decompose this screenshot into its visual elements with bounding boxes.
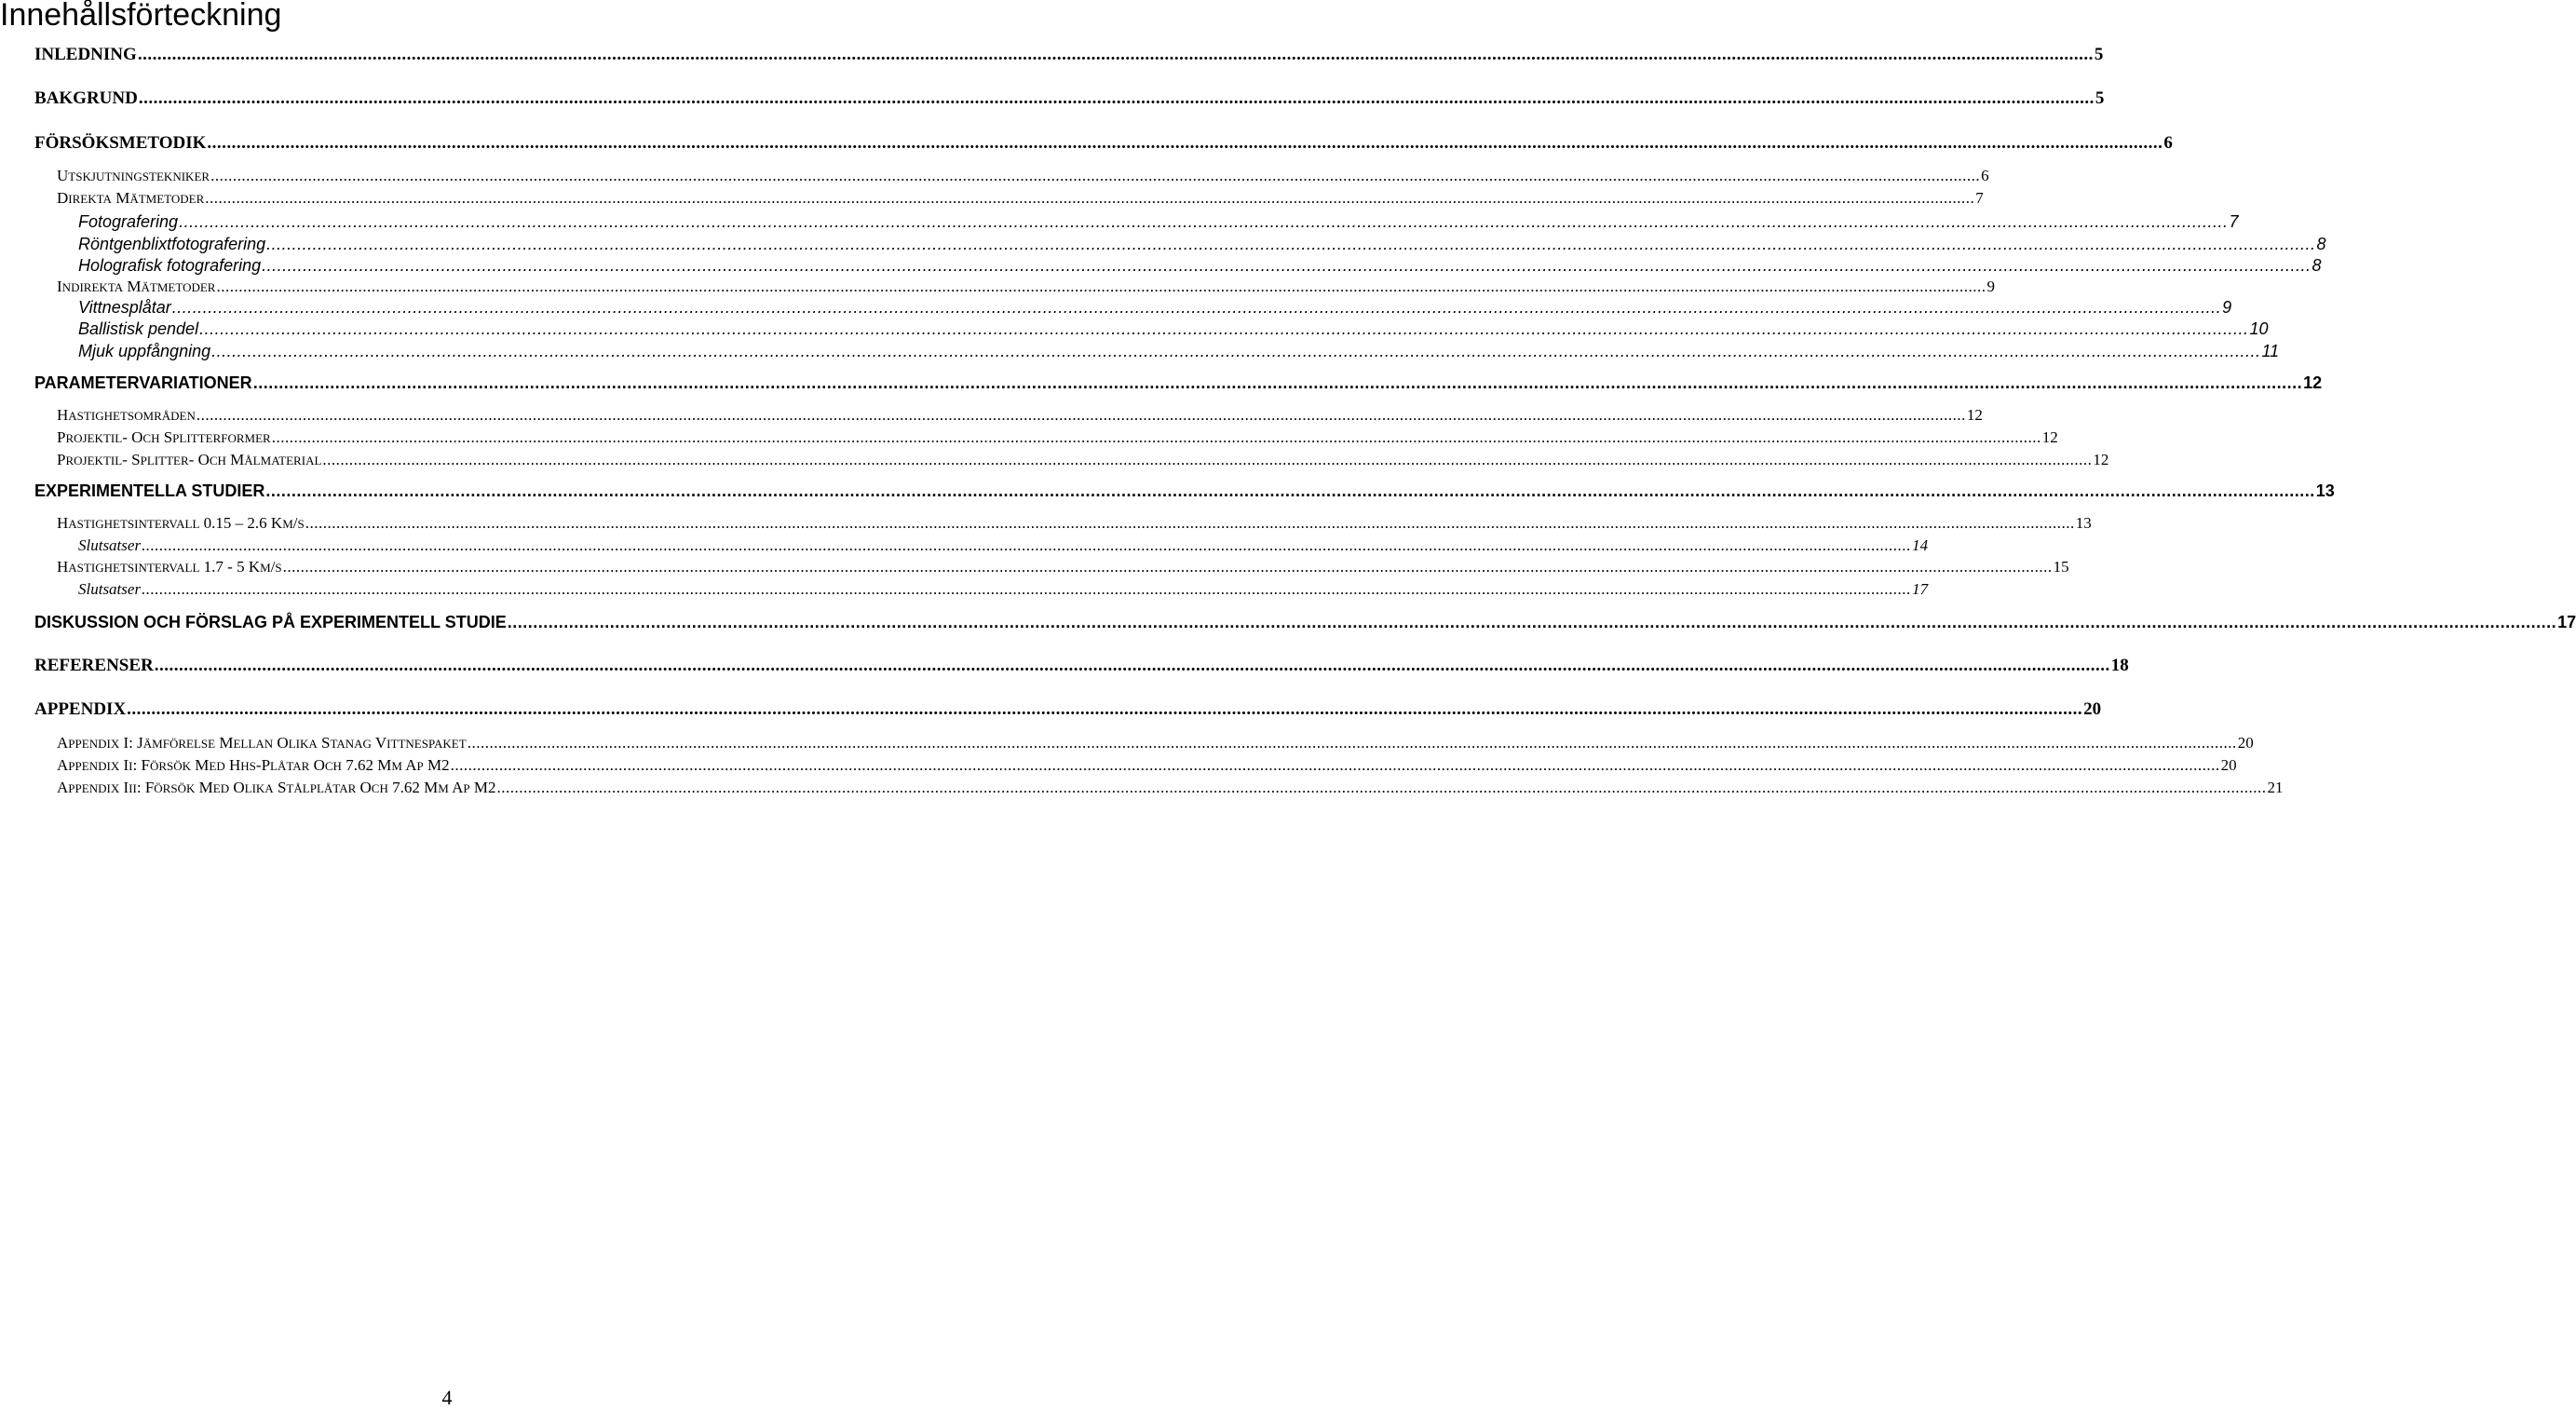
toc-entry-label: DIREKTA MÄTMETODER — [57, 189, 205, 207]
toc-entry[interactable] — [57, 556, 2069, 578]
toc-entry-label: Vittnesplåtar — [78, 298, 171, 317]
toc-entry[interactable] — [34, 88, 2105, 110]
toc-entry-page: 10 — [2249, 319, 2269, 338]
toc-entry[interactable] — [34, 611, 2576, 633]
toc-entry[interactable] — [57, 165, 1989, 187]
toc-entry[interactable] — [57, 404, 1983, 427]
dot-leader: ................................................................................................................................................................................................................................................................................................................................................................................................................ — [216, 278, 1986, 295]
toc-entry[interactable] — [57, 777, 2284, 799]
toc-entry[interactable] — [57, 187, 1984, 210]
toc-entry-page: 9 — [2222, 298, 2232, 317]
toc-entry-label: INDIREKTA MÄTMETODER — [57, 278, 216, 295]
toc-entry[interactable] — [57, 276, 1995, 298]
toc-entry[interactable] — [78, 296, 2232, 319]
toc-entry-page: 8 — [2316, 235, 2326, 253]
toc-entry[interactable] — [78, 254, 2322, 277]
dot-leader: ................................................................................................................................................................................................................................................................................................................................................................................................................ — [496, 779, 2267, 796]
toc-entry-label: UTSKJUTNINGSTEKNIKER — [57, 167, 210, 184]
toc-entry-page: 21 — [2267, 779, 2284, 796]
toc-entry-label: PARAMETERVARIATIONER — [34, 373, 252, 392]
toc-entry-label: Röntgenblixtfotografering — [78, 235, 266, 253]
toc-entry-page: 7 — [2229, 212, 2239, 231]
dot-leader: ................................................................................................................................................................................................................................................................................................................................................................................................................ — [210, 167, 1981, 184]
dot-leader: ................................................................................................................................................................................................................................................................................................................................................................................................................ — [138, 88, 2095, 108]
dot-leader: ................................................................................................................................................................................................................................................................................................................................................................................................................ — [252, 373, 2303, 392]
toc-entry-page: 18 — [2110, 656, 2129, 675]
dot-leader: ................................................................................................................................................................................................................................................................................................................................................................................................................ — [137, 45, 2094, 64]
toc-entry-page: 20 — [2083, 699, 2102, 719]
toc-entry-page: 15 — [2053, 558, 2069, 576]
toc-entry-label: Ballistisk pendel — [78, 319, 199, 338]
dot-leader: ................................................................................................................................................................................................................................................................................................................................................................................................................ — [154, 656, 2110, 675]
dot-leader: ................................................................................................................................................................................................................................................................................................................................................................................................................ — [450, 756, 2220, 774]
toc-entry-label: Slutsatser — [78, 580, 142, 598]
toc-entry-label: APPENDIX III: FÖRSÖK MED OLIKA STÅLPLÅTAR OCH 7.62 MM AP M2 — [57, 779, 496, 796]
dot-leader: ................................................................................................................................................................................................................................................................................................................................................................................................................ — [467, 734, 2237, 752]
toc-entry-label: APPENDIX II: FÖRSÖK MED HHS-PLÅTAR OCH 7.62 MM AP M2 — [57, 756, 450, 774]
toc-entry[interactable] — [34, 44, 2104, 66]
toc-entry-label: EXPERIMENTELLA STUDIER — [34, 481, 265, 500]
toc-entry-page: 12 — [2093, 451, 2109, 468]
toc-entry-label: REFERENSER — [34, 656, 154, 675]
toc-entry-page: 11 — [2261, 342, 2280, 360]
dot-leader: ................................................................................................................................................................................................................................................................................................................................................................................................................ — [207, 133, 2163, 153]
dot-leader: ................................................................................................................................................................................................................................................................................................................................................................................................................ — [271, 428, 2041, 446]
toc-entry-label: Fotografering — [78, 212, 179, 231]
toc-entry[interactable] — [78, 535, 1929, 557]
toc-entry[interactable] — [34, 372, 2323, 394]
toc-entry-page: 13 — [2075, 514, 2092, 532]
toc-entry-label: HASTIGHETSINTERVALL 1.7 - 5 KM/S — [57, 558, 282, 576]
toc-entry-label: APPENDIX — [34, 699, 127, 719]
page-title: Innehållsförteckning — [0, 0, 282, 33]
toc-entry-label: Holografisk fotografering — [78, 256, 262, 275]
toc-entry-page: 6 — [2163, 133, 2173, 153]
dot-leader: ................................................................................................................................................................................................................................................................................................................................................................................................................ — [199, 319, 2249, 338]
toc-entry-label: PROJEKTIL- OCH SPLITTERFORMER — [57, 428, 271, 446]
toc-entry[interactable] — [57, 732, 2254, 754]
dot-leader: ................................................................................................................................................................................................................................................................................................................................................................................................................ — [282, 558, 2053, 576]
toc-entry[interactable] — [34, 698, 2102, 721]
toc-entry-page: 12 — [2303, 373, 2323, 392]
toc-entry[interactable] — [57, 449, 2109, 471]
toc-entry[interactable] — [78, 233, 2326, 255]
toc-entry[interactable] — [34, 132, 2173, 155]
toc-entry-page: 8 — [2312, 256, 2322, 275]
dot-leader: ................................................................................................................................................................................................................................................................................................................................................................................................................ — [266, 235, 2316, 253]
toc-entry-page: 20 — [2220, 756, 2237, 774]
dot-leader: ................................................................................................................................................................................................................................................................................................................................................................................................................ — [262, 256, 2312, 275]
toc-entry-label: Mjuk uppfångning — [78, 342, 211, 360]
toc-entry-page: 17 — [2557, 613, 2576, 631]
page-number: 4 — [441, 1386, 453, 1409]
toc-entry-label: HASTIGHETSOMRÅDEN — [57, 406, 196, 424]
toc-entry-label: PROJEKTIL- SPLITTER- OCH MÅLMATERIAL — [57, 451, 322, 468]
toc-entry[interactable] — [78, 340, 2280, 362]
toc-entry-label: BAKGRUND — [34, 88, 138, 108]
dot-leader: ................................................................................................................................................................................................................................................................................................................................................................................................................ — [322, 451, 2093, 468]
toc-entry-page: 20 — [2237, 734, 2254, 752]
toc-entry[interactable] — [34, 480, 2335, 502]
toc-entry-page: 17 — [1912, 580, 1929, 598]
toc-entry-label: DISKUSSION OCH FÖRSLAG PÅ EXPERIMENTELL STUDIE — [34, 613, 507, 631]
toc-entry-page: 13 — [2315, 481, 2335, 500]
dot-leader: ................................................................................................................................................................................................................................................................................................................................................................................................................ — [142, 580, 1912, 598]
toc-entry-page: 5 — [2094, 45, 2104, 64]
dot-leader: ................................................................................................................................................................................................................................................................................................................................................................................................................ — [142, 536, 1912, 554]
toc-entry-page: 6 — [1981, 167, 1989, 184]
toc-entry-label: Slutsatser — [78, 536, 142, 554]
dot-leader: ................................................................................................................................................................................................................................................................................................................................................................................................................ — [171, 298, 2222, 317]
toc-entry-page: 9 — [1986, 278, 1995, 295]
toc-entry[interactable] — [57, 512, 2092, 535]
dot-leader: ................................................................................................................................................................................................................................................................................................................................................................................................................ — [211, 342, 2261, 360]
dot-leader: ................................................................................................................................................................................................................................................................................................................................................................................................................ — [196, 406, 1966, 424]
dot-leader: ................................................................................................................................................................................................................................................................................................................................................................................................................ — [265, 481, 2315, 500]
toc-entry[interactable] — [78, 210, 2239, 233]
toc-entry-page: 5 — [2095, 88, 2105, 108]
toc-entry-page: 7 — [1975, 189, 1984, 207]
toc-entry-page: 12 — [2041, 428, 2058, 446]
toc-entry-label: APPENDIX I: JÄMFÖRELSE MELLAN OLIKA STANAG VITTNESPAKET — [57, 734, 467, 752]
toc-entry-label: HASTIGHETSINTERVALL 0.15 – 2.6 KM/S — [57, 514, 305, 532]
toc-entry-page: 12 — [1966, 406, 1983, 424]
toc-entry[interactable] — [34, 655, 2129, 677]
toc-entry[interactable] — [78, 578, 1929, 601]
toc-entry-label: FÖRSÖKSMETODIK — [34, 133, 207, 153]
dot-leader: ................................................................................................................................................................................................................................................................................................................................................................................................................ — [305, 514, 2075, 532]
dot-leader: ................................................................................................................................................................................................................................................................................................................................................................................................................ — [127, 699, 2083, 719]
dot-leader: ................................................................................................................................................................................................................................................................................................................................................................................................................ — [179, 212, 2229, 231]
dot-leader: ................................................................................................................................................................................................................................................................................................................................................................................................................ — [205, 189, 1975, 207]
toc-entry-label: INLEDNING — [34, 45, 137, 64]
toc-entry[interactable] — [57, 427, 2058, 449]
toc-entry-page: 14 — [1912, 536, 1929, 554]
dot-leader: ................................................................................................................................................................................................................................................................................................................................................................................................................ — [507, 613, 2557, 631]
toc-entry[interactable] — [57, 754, 2237, 777]
toc-entry[interactable] — [78, 318, 2269, 340]
